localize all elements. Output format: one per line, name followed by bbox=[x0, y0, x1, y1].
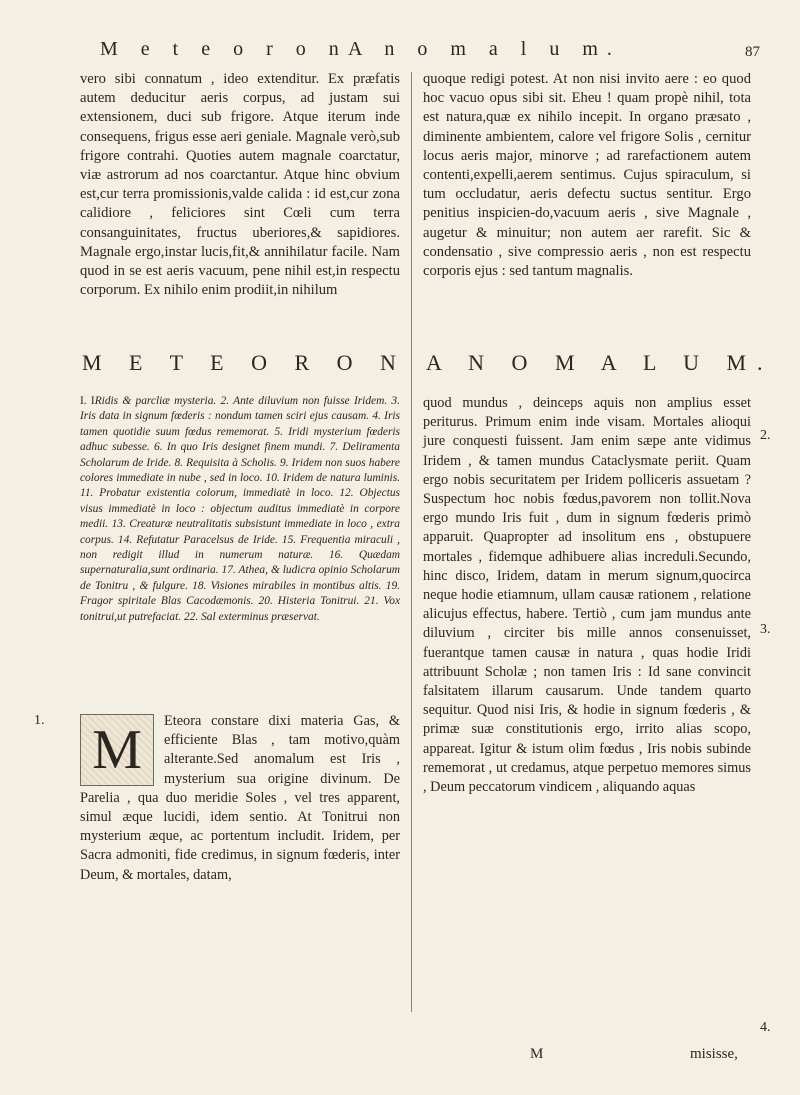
margin-number-2: 2. bbox=[760, 428, 771, 443]
left-summary-block bbox=[80, 394, 400, 625]
left-column-top bbox=[80, 70, 400, 300]
section-title-anomalum: A N O M A L U M. bbox=[426, 350, 774, 375]
catchword: misisse, bbox=[690, 1046, 738, 1062]
section-title-meteoron: M E T E O R O N bbox=[82, 350, 407, 375]
signature-mark: M bbox=[530, 1046, 544, 1062]
chapter-summary bbox=[80, 394, 400, 625]
running-head-right: A n o m a l u m. bbox=[348, 38, 621, 60]
summary-lead: I. I bbox=[80, 395, 95, 407]
right-body-block bbox=[423, 394, 751, 797]
left-body-paragraph: Eteora constare dixi materia Gas, & efficiente Blas , tam motivo,quàm alterante.Sed anomalum est Iris , mysterium sua origine divinum. De Parelia , qua duo meridie Soles , vel tres apparent, simul æque lucidi, idem sentio. At Tonitrui non mysterium æque, ac portentum includit. Iridem, per Sacra admoniti, fide credimus, in signum fœderis, inter Deum, & mortales, datam, bbox=[80, 713, 400, 883]
right-column-top bbox=[423, 70, 751, 281]
margin-number-4: 4. bbox=[760, 1020, 771, 1035]
decorated-initial bbox=[80, 714, 154, 786]
left-top-paragraph: vero sibi connatum , ideo extenditur. Ex præfatis autem deducitur aeris corpus, ad justam sui extensionem, duci sub frigore. Atque iterum inde consequens, frigus esse aeri geniale. Magnale verò,sub frigore contrahi. Quoties autem magnale coarctatur, viæ astrorum ad nos coarctantur. Atque hinc obvium est,cur terra promissionis,valde calida : id est,cur zona calidiore , feliciores sint Cœli cum terra consanguinitates, fructus uberiores,& sapidiores. Magnale ergo,instar lucis,fit,& annihilatur facile. Nam quod in se est aeris vacuum, pene nihil est,in respectu corporum. Ex nihilo enim prodiit,in nihilum bbox=[80, 71, 400, 299]
right-body-paragraph: quod mundus , deinceps aquis non amplius esset periturus. Primum enim inde visam. Mortales alioqui jure conquesti fuissent. Jam enim sæpe ante vidimus Iridem , & tamen mundus Cataclysmate periit. Quam ergo nobis securitatem per Iridem polliceris assuetam ? Suspectum hoc nobis fœdus,pavorem non tollit.Nova ergo mundo Iris fuit , dum in signum fœderis primò apparuit. Quapropter ad insolitum ens , obstupuere mortales , fidemque adhibuere alias increduli.Secundo, hinc disco, Iridem, datam in merum signum,quocirca neque hodie etiamnum, ullam causæ rationem , relatione alicujus effectus, habere. Tertiò , cum jam mundus ante diluvium , circiter bis mille annos consenuisset, fuerantque tamen causæ in natura , quas hodie Iridi attribuunt Scholæ ; non tamen Iris : Id sane convincit falsitatem illarum causarum. Unde tandem quarto sequitur. Quod nisi Iris, & hodie in signum fœderis , & primæ suæ constitutionis ergo, irrito alias scopo, appareat. Igitur & istum olim fœdus , Iris nobis subinde rememorat , ut credamus, atque perpetuo memores simus , Deum peccatorum vindicem , aliquando aquas bbox=[423, 395, 751, 796]
running-head-left: M e t e o r o n bbox=[100, 38, 348, 60]
margin-number-1: 1. bbox=[34, 713, 45, 728]
margin-number-3: 3. bbox=[760, 622, 771, 637]
column-rule bbox=[411, 72, 412, 1012]
left-body-block bbox=[80, 712, 400, 885]
running-head bbox=[100, 38, 760, 66]
summary-text: Ridis & parcliæ mysteria. 2. Ante diluvium non fuisse Iridem. 3. Iris data in signum fœderis : nondum tamen sciri ejus causam. 4. Iris tamen quotidie suum fœdus rememorat. 5. Iridi mysterium fœderis adhuc subesse. 6. In quo Iris designet finem mundi. 7. Deliramenta Scholarum de Iride. 8. Requisita à Scholis. 9. Iridem non suos habere colores immediate in nube , sed in loco. 10. Iridem de natura luminis. 11. Probatur existentia colorum, immediatè in loco. 12. Objectus visus immediatè in loco : objectum auditus immediatè in corpore medii. 13. Creaturæ neutralitatis subsistunt immediate in loco , extra corpus. 14. Refutatur Paracelsus de Iride. 15. Frequentia miraculi , non redigit illud in numerum naturæ. 16. Quædam supernaturalia,sunt ordinaria. 17. Athea, & ludicra opinio Scholarum de Tonitru , & fulgure. 18. Visiones mirabiles in montibus altis. 19. Fragor spiritale Blas Cacodæmonis. 20. Histeria Tonitrui. 21. Vox tonitrui,ut putrefaciat. 22. Sal exterminus præservat. bbox=[80, 395, 400, 623]
initial-letter: M bbox=[92, 719, 142, 781]
right-top-paragraph: quoque redigi potest. At non nisi invito aere : eo quod hoc vacuo opus sibi sit. Eheu ! quam propè nihil, tota est natura,quæ ex nihilo incepit. In organo præsato , diminente ambientem, calore vel frigore Solis , cernitur locus aeris major, minorve ; ad rarefactionem autem contenti,expelli,aerem sentimus. Cujus spiraculum, si tum occludatur, aeris defectu suctus sentitur. Ergo penitius inspicien-do,vacuum aeris , sive Magnale , augetur & minuitur; non autem aer rarefit. Sic & condensatio , sive compressio aeris , non est respectu corporis ejus : sed tantum magnalis. bbox=[423, 71, 751, 280]
page-number: 87 bbox=[745, 44, 760, 60]
